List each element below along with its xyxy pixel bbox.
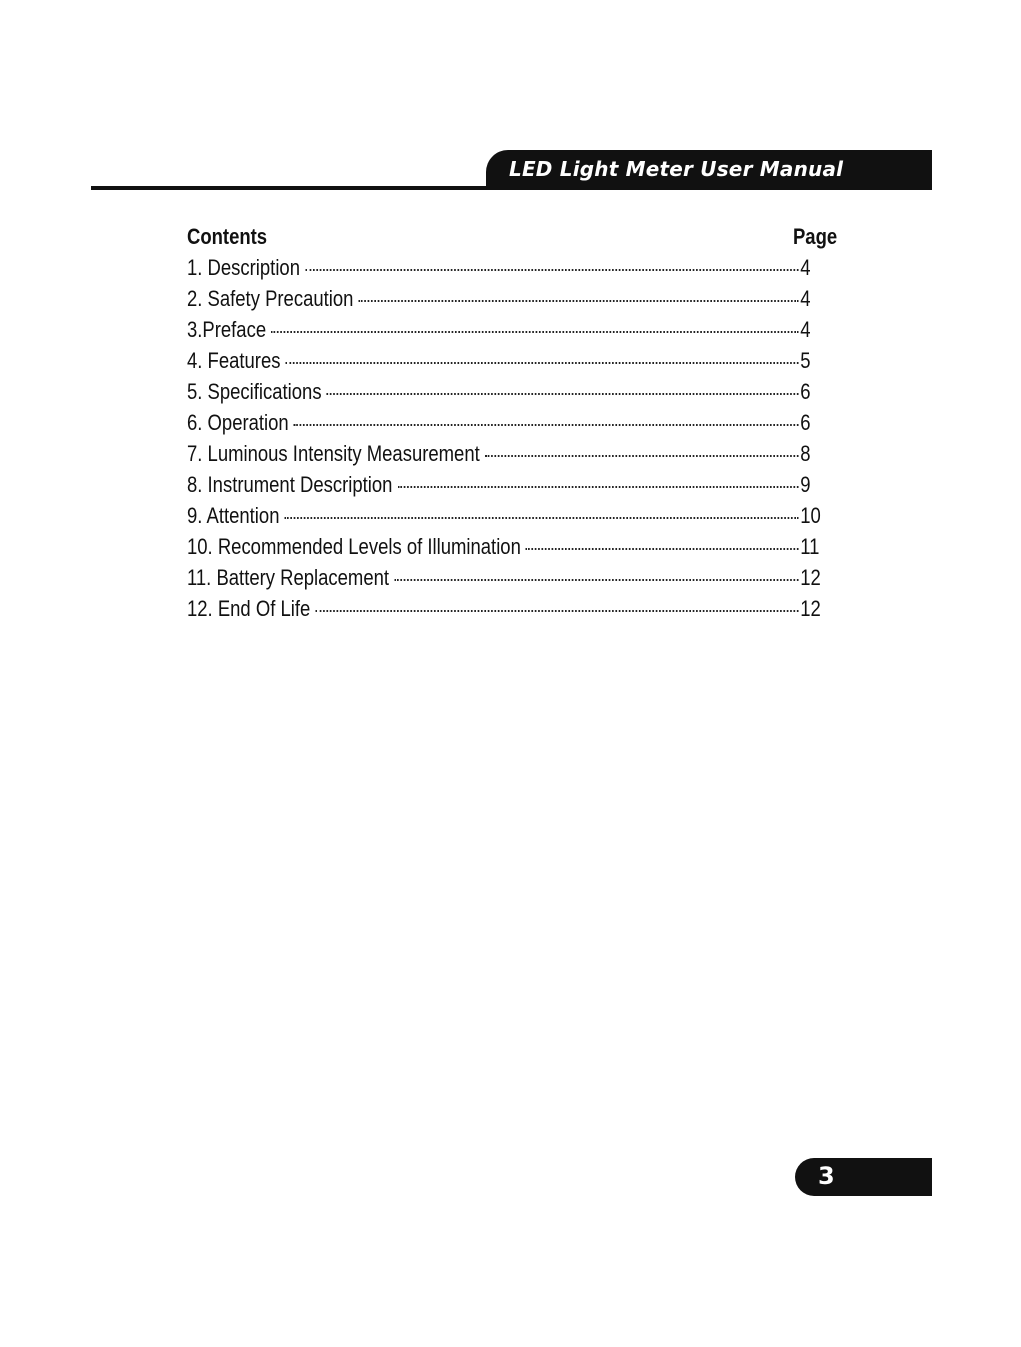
toc-entry xyxy=(187,252,832,283)
toc-entry xyxy=(187,562,832,593)
toc-entry xyxy=(187,469,832,500)
toc-entry-page: 12 xyxy=(800,596,821,621)
dot-leader xyxy=(286,360,799,364)
toc-entry xyxy=(187,500,832,531)
toc-entry-label: 1. Description xyxy=(187,255,300,280)
dot-leader xyxy=(394,577,798,581)
toc-entry-label: 6. Operation xyxy=(187,410,289,435)
toc-entry-page: 6 xyxy=(800,410,811,435)
toc-entry-label: 3.Preface xyxy=(187,317,267,342)
toc-entry-page: 4 xyxy=(800,255,811,280)
toc-entry xyxy=(187,438,832,469)
dot-leader xyxy=(327,391,799,395)
dot-leader xyxy=(397,484,798,488)
toc-entry-page: 8 xyxy=(800,441,811,466)
toc-entry xyxy=(187,314,832,345)
toc-entry xyxy=(187,531,832,562)
toc-entry-page: 6 xyxy=(800,379,811,404)
page-number: 3 xyxy=(818,1162,835,1190)
page-number-tab xyxy=(795,1158,932,1196)
dot-leader xyxy=(305,267,798,271)
toc-entry-label: 12. End Of Life xyxy=(187,596,311,621)
toc-entry-label: 9. Attention xyxy=(187,503,280,528)
toc-entry xyxy=(187,593,832,624)
toc-entry xyxy=(187,407,832,438)
dot-leader xyxy=(485,453,799,457)
dot-leader xyxy=(526,546,799,550)
dot-leader xyxy=(315,608,798,612)
toc-entry-label: 7. Luminous Intensity Measurement xyxy=(187,441,480,466)
toc-entry-label: 8. Instrument Description xyxy=(187,472,393,497)
toc-entry-label: 5. Specifications xyxy=(187,379,322,404)
dot-leader xyxy=(358,298,798,302)
dot-leader xyxy=(285,515,799,519)
toc-entry xyxy=(187,345,832,376)
toc-header xyxy=(187,222,838,252)
manual-title: LED Light Meter User Manual xyxy=(509,157,844,181)
toc-entry-page: 10 xyxy=(800,503,821,528)
toc-entry xyxy=(187,376,832,407)
dot-leader xyxy=(271,329,798,333)
toc-entry-page: 12 xyxy=(800,565,821,590)
toc-entry-label: 10. Recommended Levels of Illumination xyxy=(187,534,521,559)
toc-entry-page: 5 xyxy=(800,348,811,373)
page-heading: Page xyxy=(792,224,838,249)
toc-entry xyxy=(187,283,832,314)
toc-entry-page: 4 xyxy=(800,317,811,342)
dot-leader xyxy=(294,422,799,426)
toc-entry-label: 2. Safety Precaution xyxy=(187,286,354,311)
toc-entry-label: 11. Battery Replacement xyxy=(187,565,390,590)
toc-entry-page: 4 xyxy=(800,286,811,311)
toc-entry-page: 11 xyxy=(800,534,820,559)
toc-entry-page: 9 xyxy=(800,472,811,497)
contents-heading: Contents xyxy=(187,224,268,249)
toc-entry-label: 4. Features xyxy=(187,348,281,373)
table-of-contents xyxy=(187,222,838,624)
